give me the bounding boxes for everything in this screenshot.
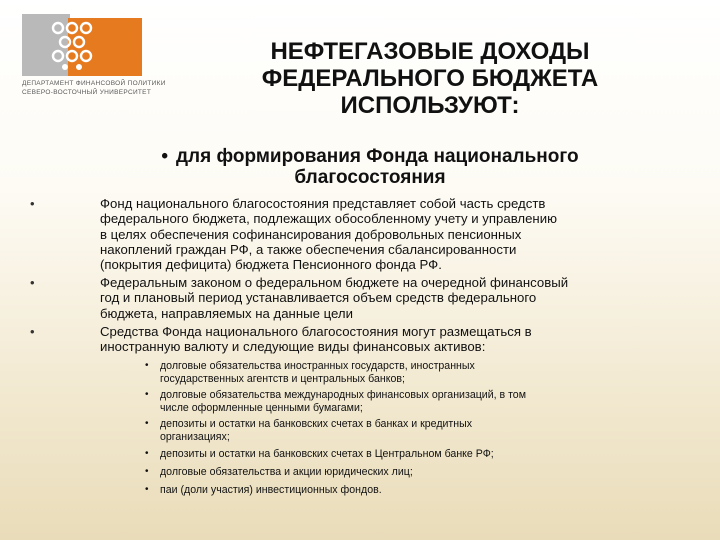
title-line-3: ИСПОЛЬЗУЮТ: (340, 92, 520, 119)
university-logo (22, 14, 166, 104)
bullet-marker: • (30, 196, 35, 211)
bullet-marker: • (145, 466, 149, 477)
text-line: (покрытия дефицита) бюджета Пенсионного фонда РФ. (100, 257, 442, 273)
bullet-marker: • (30, 324, 35, 339)
text-line: числе оформленные ценными бумагами; (160, 401, 363, 414)
subtitle-bullet: • (161, 146, 168, 167)
text-line: год и плановый период устанавливается объем средств федерального (100, 290, 537, 306)
text-line: Фонд национального благосостояния представляет собой часть средств (100, 196, 546, 211)
list-item-text (100, 196, 660, 272)
title-line-2: ФЕДЕРАЛЬНОГО БЮДЖЕТА (261, 65, 599, 92)
subtitle-line-2: благосостояния (294, 167, 446, 188)
text-line: долговые обязательства иностранных государств, иностранных (160, 360, 475, 372)
bullet-marker: • (145, 418, 149, 429)
list-item-text (100, 324, 660, 355)
bullet-marker: • (30, 275, 35, 290)
slide-title (230, 38, 630, 119)
text-line: долговые обязательства международных финансовых организаций, в том (160, 389, 526, 401)
text-line: в целях обеспечения софинансирования добровольных пенсионных (100, 226, 522, 242)
bullet-marker: • (145, 484, 149, 495)
bullet-marker: • (145, 448, 149, 459)
sub-list-item-text (160, 466, 640, 479)
text-line: депозиты и остатки на банковских счетах в Центральном банке РФ; (160, 448, 494, 460)
text-line: бюджета, направляемых на данные цели (100, 305, 353, 321)
text-line: иностранную валюту и следующие виды финансовых активов: (100, 339, 486, 355)
text-line: накоплений граждан РФ, а также обеспечения сбалансированности (100, 241, 517, 257)
text-line: паи (доли участия) инвестиционных фондов. (160, 484, 382, 496)
subtitle (90, 146, 650, 188)
text-line: федерального бюджета, подлежащих обособленному учету и управлению (100, 211, 557, 227)
logo-text-line1: ДЕПАРТАМЕНТ ФИНАНСОВОЙ ПОЛИТИКИ (22, 80, 166, 87)
title-line-1: НЕФТЕГАЗОВЫЕ ДОХОДЫ (270, 38, 590, 65)
sub-list-item-text (160, 448, 640, 461)
subtitle-line-1 (90, 146, 650, 167)
bullet-marker: • (145, 360, 149, 371)
bullet-marker: • (145, 389, 149, 400)
text-line: депозиты и остатки на банковских счетах в банках и кредитных (160, 418, 473, 430)
logo-text-line2: СЕВЕРО-ВОСТОЧНЫЙ УНИВЕРСИТЕТ (22, 89, 152, 96)
sub-list-item-text (160, 389, 640, 414)
list-item-text (100, 275, 660, 321)
text-line: Федеральным законом о федеральном бюджете на очередной финансовый (100, 275, 569, 290)
logo-dots-icon (50, 20, 100, 72)
text-line: долговые обязательства и акции юридических лиц; (160, 466, 413, 478)
subtitle-text-1: для формирования Фонда национального (176, 146, 579, 167)
sub-list-item-text (160, 418, 640, 443)
sub-list-item-text (160, 484, 640, 497)
text-line: Средства Фонда национального благосостояния могут размещаться в (100, 324, 532, 339)
text-line: государственных агентств и центральных банков; (160, 372, 405, 385)
sub-list-item-text (160, 360, 640, 385)
text-line: организациях; (160, 430, 230, 443)
